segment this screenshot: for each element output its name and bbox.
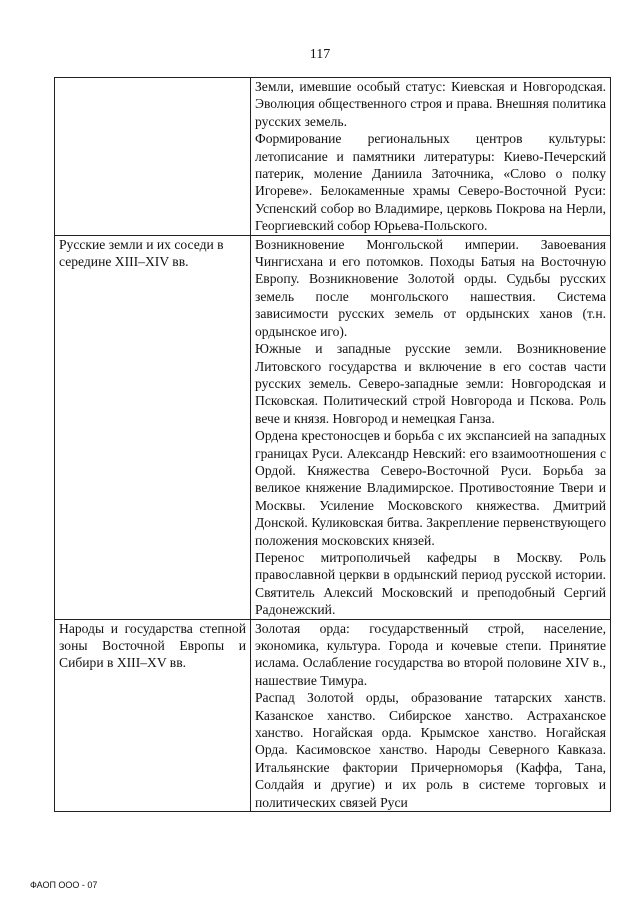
content-paragraph: Ордена крестоносцев и борьба с их экспансией на западных границах Руси. Александр Невский: его взаимоотношения с Ордой. Княжества Северо-Восточной Руси. Борьба за великое княжение Владимирское. Противостояние Твери и Москвы. Усиление Московского княжества. Дмитрий Донской. Куликовская битва. Закрепление первенствующего положения московских князей. [255,428,606,548]
table-row [55,78,611,236]
curriculum-table [54,77,611,812]
content-cell [251,235,611,619]
table-row [55,235,611,619]
document-code: ФАОП ООО - 07 [30,880,98,890]
content-paragraph: Перенос митрополичьей кафедры в Москву. Роль православной церкви в ордынский период русской истории. Святитель Алексий Московский и преподобный Сергий Радонежский. [255,549,606,618]
content-paragraph: Земли, имевшие особый статус: Киевская и Новгородская. Эволюция общественного строя и права. Внешняя политика русских земель. [255,79,606,129]
content-paragraph: Распад Золотой орды, образование татарских ханств. Казанское ханство. Сибирское ханство. Астраханское ханство. Ногайская орда. Крымское ханство. Ногайская Орда. Касимовское ханство. Народы Северного Кавказа. Итальянские фактории Причерноморья (Каффа, Тана, Солдайя и другие) и их роль в системе торговых и политических связей Руси [255,690,606,810]
page-number: 117 [309,47,331,62]
content-paragraph: Формирование региональных центров культуры: летописание и памятники литературы: Киево-Печерский патерик, моление Даниила Заточника, «Слово о полку Игореве». Белокаменные храмы Северо-Восточной Руси: Успенский собор во Владимире, церковь Покрова на Нерли, Георгиевский собор Юрьева-Польского. [255,131,606,234]
table-row [55,619,611,811]
topic-cell: Русские земли и их соседи в середине XIII–XIV вв. [55,235,251,619]
topic-cell: Народы и государства степной зоны Восточной Европы и Сибири в XIII–XV вв. [55,619,251,811]
topic-cell [55,78,251,236]
content-cell [251,619,611,811]
content-cell [251,78,611,236]
content-paragraph: Южные и западные русские земли. Возникновение Литовского государства и включение в его состав части русских земель. Северо-западные земли: Новгородская и Псковская. Политический строй Новгорода и Пскова. Роль вече и князя. Новгород и немецкая Ганза. [255,341,606,426]
content-paragraph: Возникновение Монгольской империи. Завоевания Чингисхана и его потомков. Походы Батыя на Восточную Европу. Возникновение Золотой орды. Судьбы русских земель после монгольского нашествия. Система зависимости русских земель от ордынских ханов (т.н. ордынское иго). [255,236,606,339]
content-paragraph: Золотая орда: государственный строй, население, экономика, культура. Города и кочевые степи. Принятие ислама. Ослабление государства во второй половине XIV в., нашествие Тимура. [255,620,606,688]
